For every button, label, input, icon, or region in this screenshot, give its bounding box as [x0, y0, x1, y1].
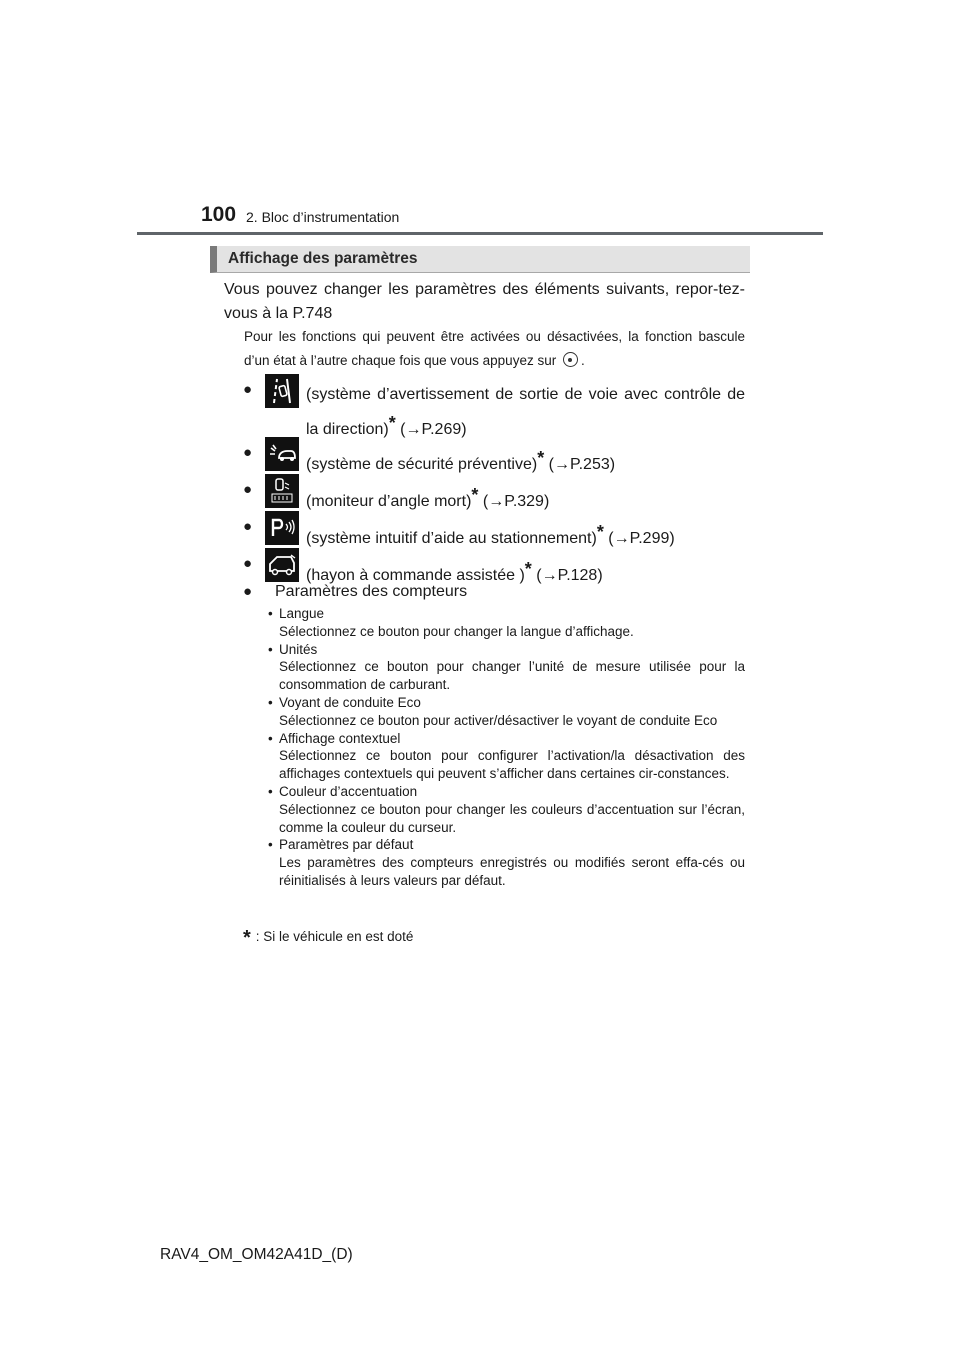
- page-reference: (→P.269): [400, 421, 467, 438]
- chapter-title: 2. Bloc d’instrumentation: [246, 209, 400, 225]
- sub-item-description: Sélectionnez ce bouton pour configurer l’activation/la désactivation des affichages contextuels qui peuvent s’afficher dans certaines cir-constances.: [279, 748, 745, 782]
- item-text: (système de sécurité préventive): [306, 456, 538, 473]
- bullet: ●: [243, 555, 253, 572]
- bsm-icon: [265, 474, 299, 508]
- availability-star: *: [471, 485, 479, 505]
- item-text: (système d’avertissement de sortie de voie avec contrôle de la direction): [306, 386, 745, 438]
- lane-departure-icon: [265, 374, 299, 408]
- section-heading-bar: [210, 246, 750, 273]
- document-id: RAV4_OM_OM42A41D_(D): [160, 1246, 353, 1263]
- sub-item-description: Les paramètres des compteurs enregistrés ou modifiés seront effa-cés ou réinitialisés à leurs valeurs par défaut.: [279, 855, 745, 888]
- page-number: 100: [201, 203, 237, 226]
- footnote-text: : Si le véhicule en est doté: [255, 929, 414, 944]
- bullet: ●: [243, 481, 253, 498]
- sub-item-title: • Affichage contextuel: [279, 730, 401, 746]
- note-text: Pour les fonctions qui peuvent être activées ou désactivées, la fonction bascule d’un état à l’autre chaque fois que vous appuyez sur: [244, 329, 745, 368]
- section-title: Affichage des paramètres: [228, 250, 418, 267]
- pre-collision-icon: [265, 437, 299, 471]
- list-item: [268, 605, 745, 641]
- sub-item-description: Sélectionnez ce bouton pour activer/désactiver le voyant de conduite Eco: [279, 712, 718, 728]
- list-item: [268, 783, 745, 836]
- intro-paragraph: Vous pouvez changer les paramètres des éléments suivants, repor-tez-vous à la P.748: [224, 281, 745, 322]
- footnote: [243, 927, 413, 950]
- bullet: ●: [243, 583, 253, 600]
- item-text: (système intuitif d’aide au stationnement): [306, 530, 597, 547]
- sub-item-description: Sélectionnez ce bouton pour changer les couleurs d’accentuation sur l’écran, comme la couleur du curseur.: [279, 801, 745, 835]
- list-item: [268, 730, 745, 783]
- sub-item-title: • Couleur d’accentuation: [279, 783, 418, 799]
- page-reference: (→P.329): [482, 493, 550, 510]
- page-reference: (→P.253): [548, 456, 616, 473]
- item-text: (hayon à commande assistée ): [306, 567, 525, 584]
- counter-settings-label: Paramètres des compteurs: [275, 583, 468, 600]
- parking-assist-icon: [265, 511, 299, 545]
- availability-star: *: [596, 522, 604, 542]
- dial-button-icon: [563, 352, 578, 367]
- item-text: (moniteur d’angle mort): [306, 493, 472, 510]
- list-item: [268, 836, 745, 889]
- sub-item-title: • Unités: [279, 641, 318, 657]
- availability-star: *: [388, 413, 396, 433]
- page-reference: (→P.299): [608, 530, 675, 547]
- bullet: ●: [243, 518, 253, 535]
- toggle-note: [244, 325, 745, 373]
- note-end: .: [580, 353, 585, 368]
- sub-item-description: Sélectionnez ce bouton pour changer l’unité de mesure utilisée pour la consommation de carburant.: [279, 659, 745, 693]
- header-rule: [137, 232, 823, 235]
- availability-star: *: [524, 559, 532, 579]
- page-reference: (→P.128): [536, 567, 603, 584]
- power-back-door-icon: [265, 548, 299, 582]
- footnote-star: *: [243, 927, 251, 949]
- counter-settings-list: [268, 605, 745, 890]
- bullet: ●: [243, 444, 253, 461]
- availability-star: *: [537, 448, 545, 468]
- list-item: [268, 694, 745, 730]
- sub-item-title: • Langue: [279, 606, 325, 621]
- sub-item-title: • Voyant de conduite Eco: [279, 694, 421, 710]
- sub-item-title: • Paramètres par défaut: [279, 837, 414, 853]
- sub-item-description: Sélectionnez ce bouton pour changer la langue d’affichage.: [279, 623, 634, 639]
- bullet: ●: [243, 381, 253, 398]
- list-item: [268, 641, 745, 694]
